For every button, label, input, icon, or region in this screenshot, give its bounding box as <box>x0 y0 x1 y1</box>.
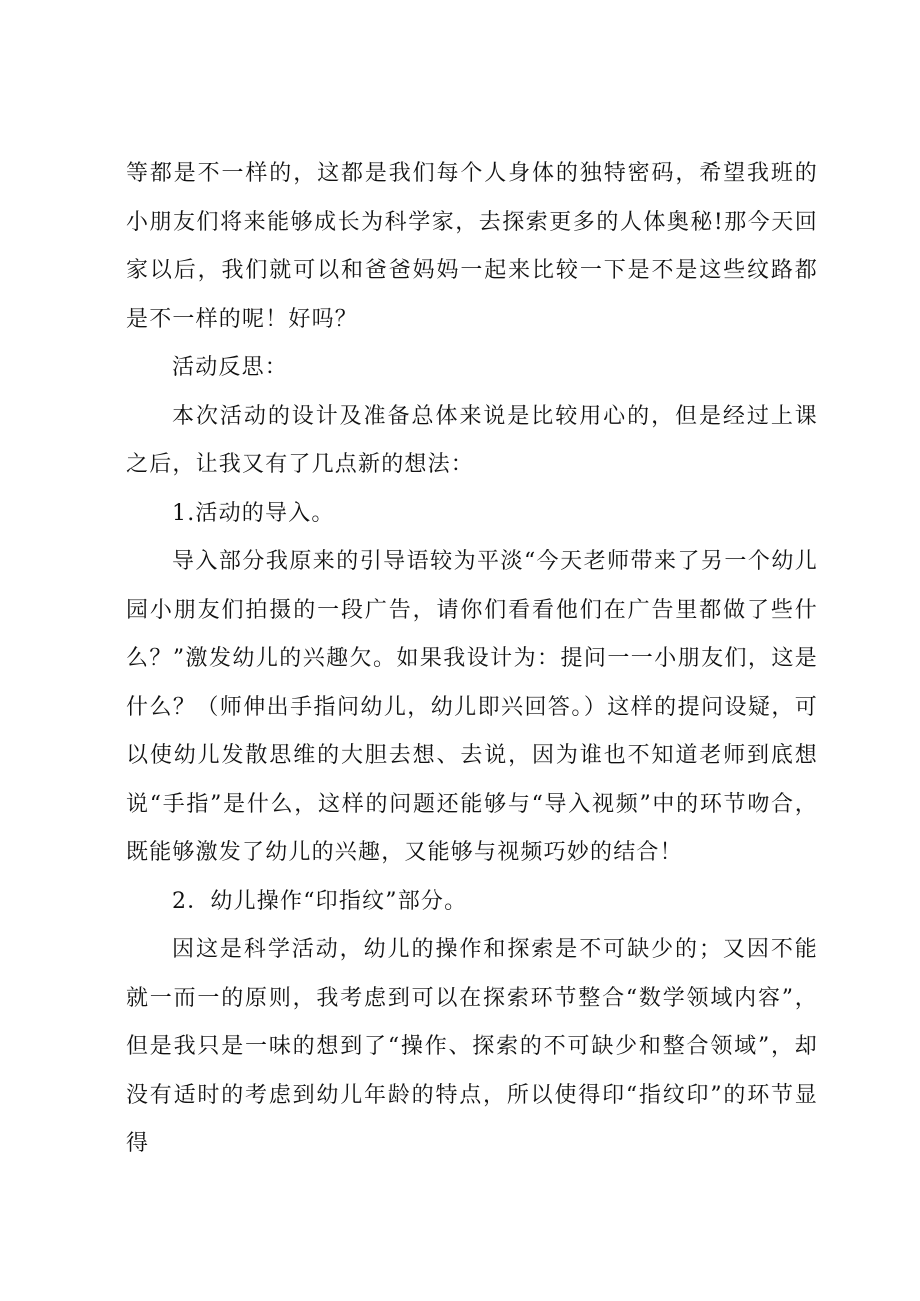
paragraph-continuation: 等都是不一样的，这都是我们每个人身体的独特密码，希望我班的小朋友们将来能够成长为科学家，去探索更多的人体奥秘!那今天回家以后，我们就可以和爸爸妈妈一起来比较一下是不是这些纹路都是不一样的呢！好吗？ <box>126 161 818 332</box>
point-2-heading: 2．幼儿操作“印指纹”部分。 <box>172 888 468 914</box>
paragraph-point-2-body: 因这是科学活动，幼儿的操作和探索是不可缺少的；又因不能就一而一的原则，我考虑到可以在探索环节整合“数学领域内容”，但是我只是一味的想到了“操作、探索的不可缺少和整合领域”，却没有适时的考虑到幼儿年龄的特点，所以使得印“指纹印”的环节显得 <box>126 937 818 1156</box>
paragraph-reflection-intro: 本次活动的设计及准备总体来说是比较用心的，但是经过上课之后，让我又有了几点新的想法： <box>126 403 818 477</box>
point-1-heading: 1.活动的导入。 <box>172 500 335 526</box>
reflection-heading: 活动反思： <box>172 355 289 380</box>
paragraph-point-1-body: 导入部分我原来的引导语较为平淡“今天老师带来了另一个幼儿园小朋友们拍摄的一段广告，请你们看看他们在广告里都做了些什么？”激发幼儿的兴趣欠。如果我设计为：提问一一小朋友们，这是什么？（师伸出手指问幼儿，幼儿即兴回答。）这样的提问设疑，可以使幼儿发散思维的大胆去想、去说，因为谁也不知道老师到底想说“手指”是什么，这样的问题还能够与“导入视频”中的环节吻合，既能够激发了幼儿的兴趣，又能够与视频巧妙的结合！ <box>126 549 818 865</box>
document-body <box>126 150 818 1169</box>
